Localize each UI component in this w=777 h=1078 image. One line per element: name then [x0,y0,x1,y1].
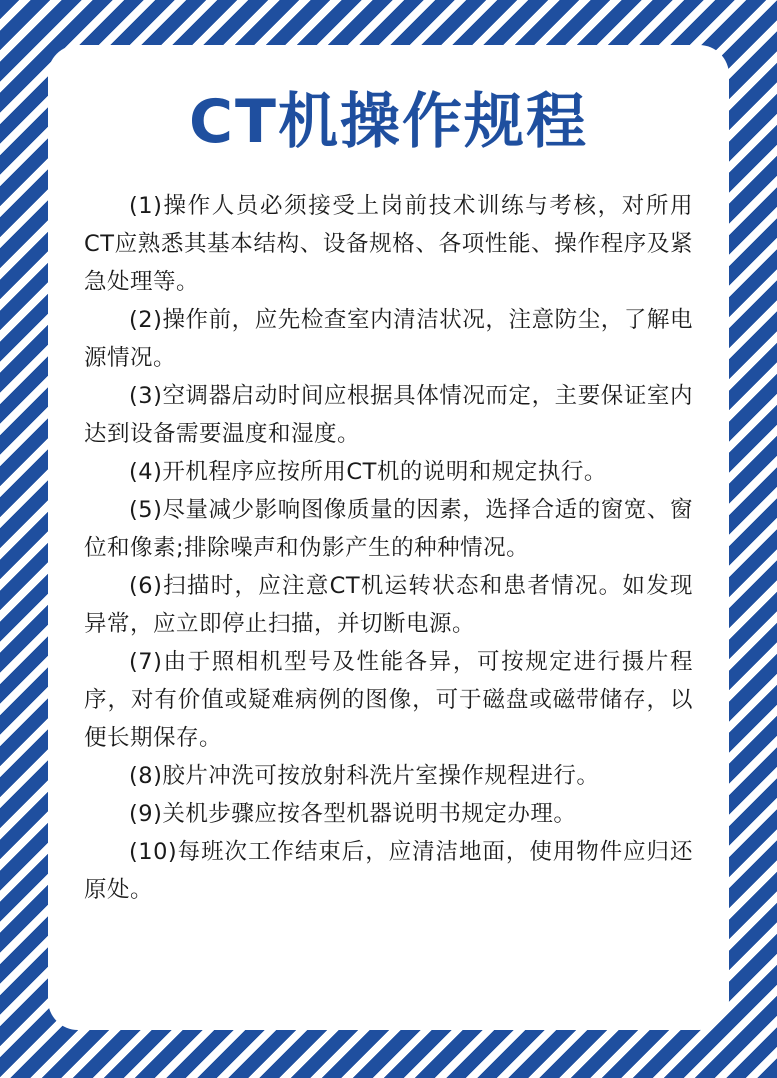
rule-item-8: (8)胶片冲洗可按放射科洗片室操作规程进行。 [129,763,600,789]
rule-item-5: (5)尽量减少影响图像质量的因素，选择合适的窗宽、窗位和像素;排除噪声和伪影产生的种种情况。 [84,497,693,561]
rule-item-3: (3)空调器启动时间应根据具体情况而定，主要保证室内达到设备需要温度和湿度。 [84,383,693,447]
rule-item-1: (1)操作人员必须接受上岗前技术训练与考核，对所用CT应熟悉其基本结构、设备规格、各项性能、操作程序及紧急处理等。 [84,193,693,295]
content-panel [48,45,729,1030]
rule-item-4: (4)开机程序应按所用CT机的说明和规定执行。 [129,459,607,485]
rule-item-10: (10)每班次工作结束后，应清洁地面，使用物件应归还原处。 [84,839,693,903]
rule-item-2: (2)操作前，应先检查室内清洁状况，注意防尘，了解电源情况。 [84,307,693,371]
rule-item-9: (9)关机步骤应按各型机器说明书规定办理。 [129,801,577,827]
rule-item-7: (7)由于照相机型号及性能各异，可按规定进行摄片程序，对有价值或疑难病例的图像，可于磁盘或磁带储存，以便长期保存。 [84,649,693,751]
rules-list [84,187,693,909]
page-title: CT机操作规程 [189,87,588,157]
rule-item-6: (6)扫描时，应注意CT机运转状态和患者情况。如发现异常，应立即停止扫描，并切断电源。 [84,573,693,637]
